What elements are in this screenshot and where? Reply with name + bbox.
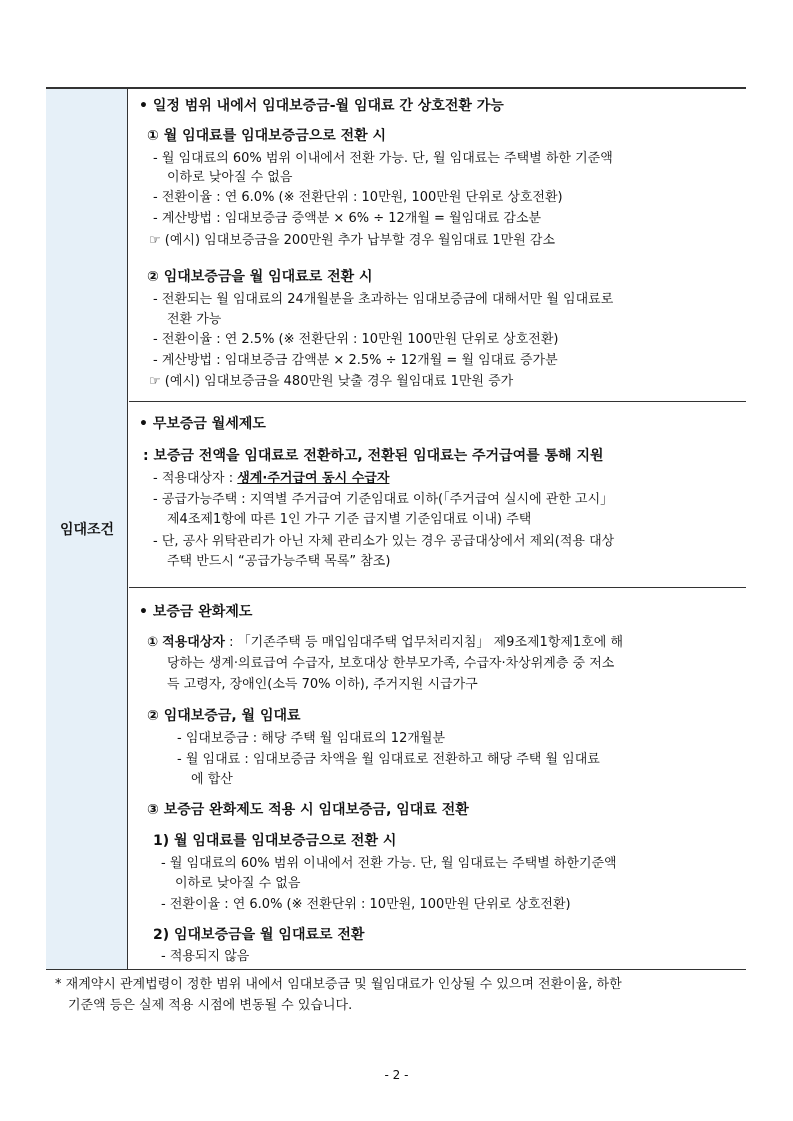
row-label-cell [46,89,128,969]
section2-summary: : 보증금 전액을 임대료로 전환하고, 전환된 임대료는 주거급여를 통해 지원 [143,448,604,464]
rental-conditions-table [46,87,746,970]
section2-target-line [153,470,389,487]
section1-heading: • 일정 범위 내에서 임대보증금-월 임대료 간 상호전환 가능 [139,98,504,114]
section-deposit-relief [129,588,746,970]
section3-item2-line2b: 에 합산 [191,772,233,787]
section1-sub2-title: ② 임대보증금을 월 임대료로 전환 시 [147,269,373,285]
footnote-line1: * 재계약시 관계법령이 정한 범위 내에서 임대보증금 및 월임대료가 인상될 수 있으며 전환이율, 하한 [55,977,622,992]
section1-sub1-line2: - 전환이율 : 연 6.0% (※ 전환단위 : 10만원, 100만원 단위로 상호전환) [153,190,563,205]
row-label: 임대조건 [59,522,115,538]
section1-sub2-example: ☞ (예시) 임대보증금을 480만원 낮출 경우 월임대료 1만원 증가 [149,374,514,389]
section1-sub1-title: ① 월 임대료를 임대보증금으로 전환 시 [147,128,387,144]
section3-heading: • 보증금 완화제도 [139,604,253,620]
section3-item2-title: ② 임대보증금, 월 임대료 [147,708,301,724]
section3-item1-line1 [147,634,623,651]
section2-line2b: 제4조제1항에 따른 1인 가구 기준 급지별 기준임대료 이내) 주택 [167,512,532,527]
footnote-line2: 기준액 등은 실제 적용 시점에 변동될 수 있습니다. [68,998,353,1013]
section1-sub1-line1: - 월 임대료의 60% 범위 이내에서 전환 가능. 단, 월 임대료는 주택별 하한 기준액 [153,151,613,166]
section2-target-prefix: - 적용대상자 : [153,471,238,486]
section-no-deposit-rent [129,402,746,587]
section2-target-emphasis: 생계·주거급여 동시 수급자 [237,471,390,486]
section2-line2: - 공급가능주택 : 지역별 주거급여 기준임대료 이하(「주거급여 실시에 관한 고시」 [153,492,614,507]
section3-item1-num: ① [147,635,159,650]
section1-sub1-line1b: 이하로 낮아질 수 없음 [167,170,293,185]
section2-line3b: 주택 반드시 “공급가능주택 목록” 참조) [167,554,391,569]
section3-item2-line2: - 월 임대료 : 임대보증금 차액을 월 임대료로 전환하고 해당 주택 월 임대료 [177,752,600,767]
section3-item2-line1: - 임대보증금 : 해당 주택 월 임대료의 12개월분 [177,731,446,746]
section3-item1-label: 적용대상자 [162,635,225,650]
section3-sub2-line1: - 적용되지 않음 [161,949,250,964]
section3-sub2-title: 2) 임대보증금을 월 임대료로 전환 [153,927,365,943]
section2-line3: - 단, 공사 위탁관리가 아닌 자체 관리소가 있는 경우 공급대상에서 제외(적용 대상 [153,534,615,549]
section1-sub1-line3: - 계산방법 : 임대보증금 증액분 × 6% ÷ 12개월 = 월임대료 감소분 [153,211,542,226]
section3-item1-line2: 당하는 생계·의료급여 수급자, 보호대상 한부모가족, 수급자·차상위계층 중 저소 [167,656,615,671]
section1-sub2-line1: - 전환되는 월 임대료의 24개월분을 초과하는 임대보증금에 대해서만 월 임대료로 [153,292,614,307]
section3-sub1-title: 1) 월 임대료를 임대보증금으로 전환 시 [153,833,397,849]
section2-heading: • 무보증금 월세제도 [139,416,266,432]
section3-item3-title: ③ 보증금 완화제도 적용 시 임대보증금, 임대료 전환 [147,802,469,818]
section-deposit-rent-conversion [129,89,746,401]
page-number: - 2 - [384,1068,409,1082]
section3-item1-text: : 「기존주택 등 매입임대주택 업무처리지침」 제9조제1항제1호에 해 [224,635,624,650]
section1-sub2-line3: - 계산방법 : 임대보증금 감액분 × 2.5% ÷ 12개월 = 월 임대료 증가분 [153,353,558,368]
section1-sub2-line1b: 전환 가능 [167,312,222,327]
section3-sub1-line2: - 전환이율 : 연 6.0% (※ 전환단위 : 10만원, 100만원 단위로 상호전환) [161,897,571,912]
section1-sub1-example: ☞ (예시) 임대보증금을 200만원 추가 납부할 경우 월임대료 1만원 감소 [149,233,556,248]
section1-sub2-line2: - 전환이율 : 연 2.5% (※ 전환단위 : 10만원 100만원 단위로 상호전환) [153,332,559,347]
section3-sub1-line1b: 이하로 낮아질 수 없음 [175,876,301,891]
section3-item1-line3: 득 고령자, 장애인(소득 70% 이하), 주거지원 시급가구 [167,677,478,692]
section3-sub1-line1: - 월 임대료의 60% 범위 이내에서 전환 가능. 단, 월 임대료는 주택별 하한기준액 [161,856,617,871]
